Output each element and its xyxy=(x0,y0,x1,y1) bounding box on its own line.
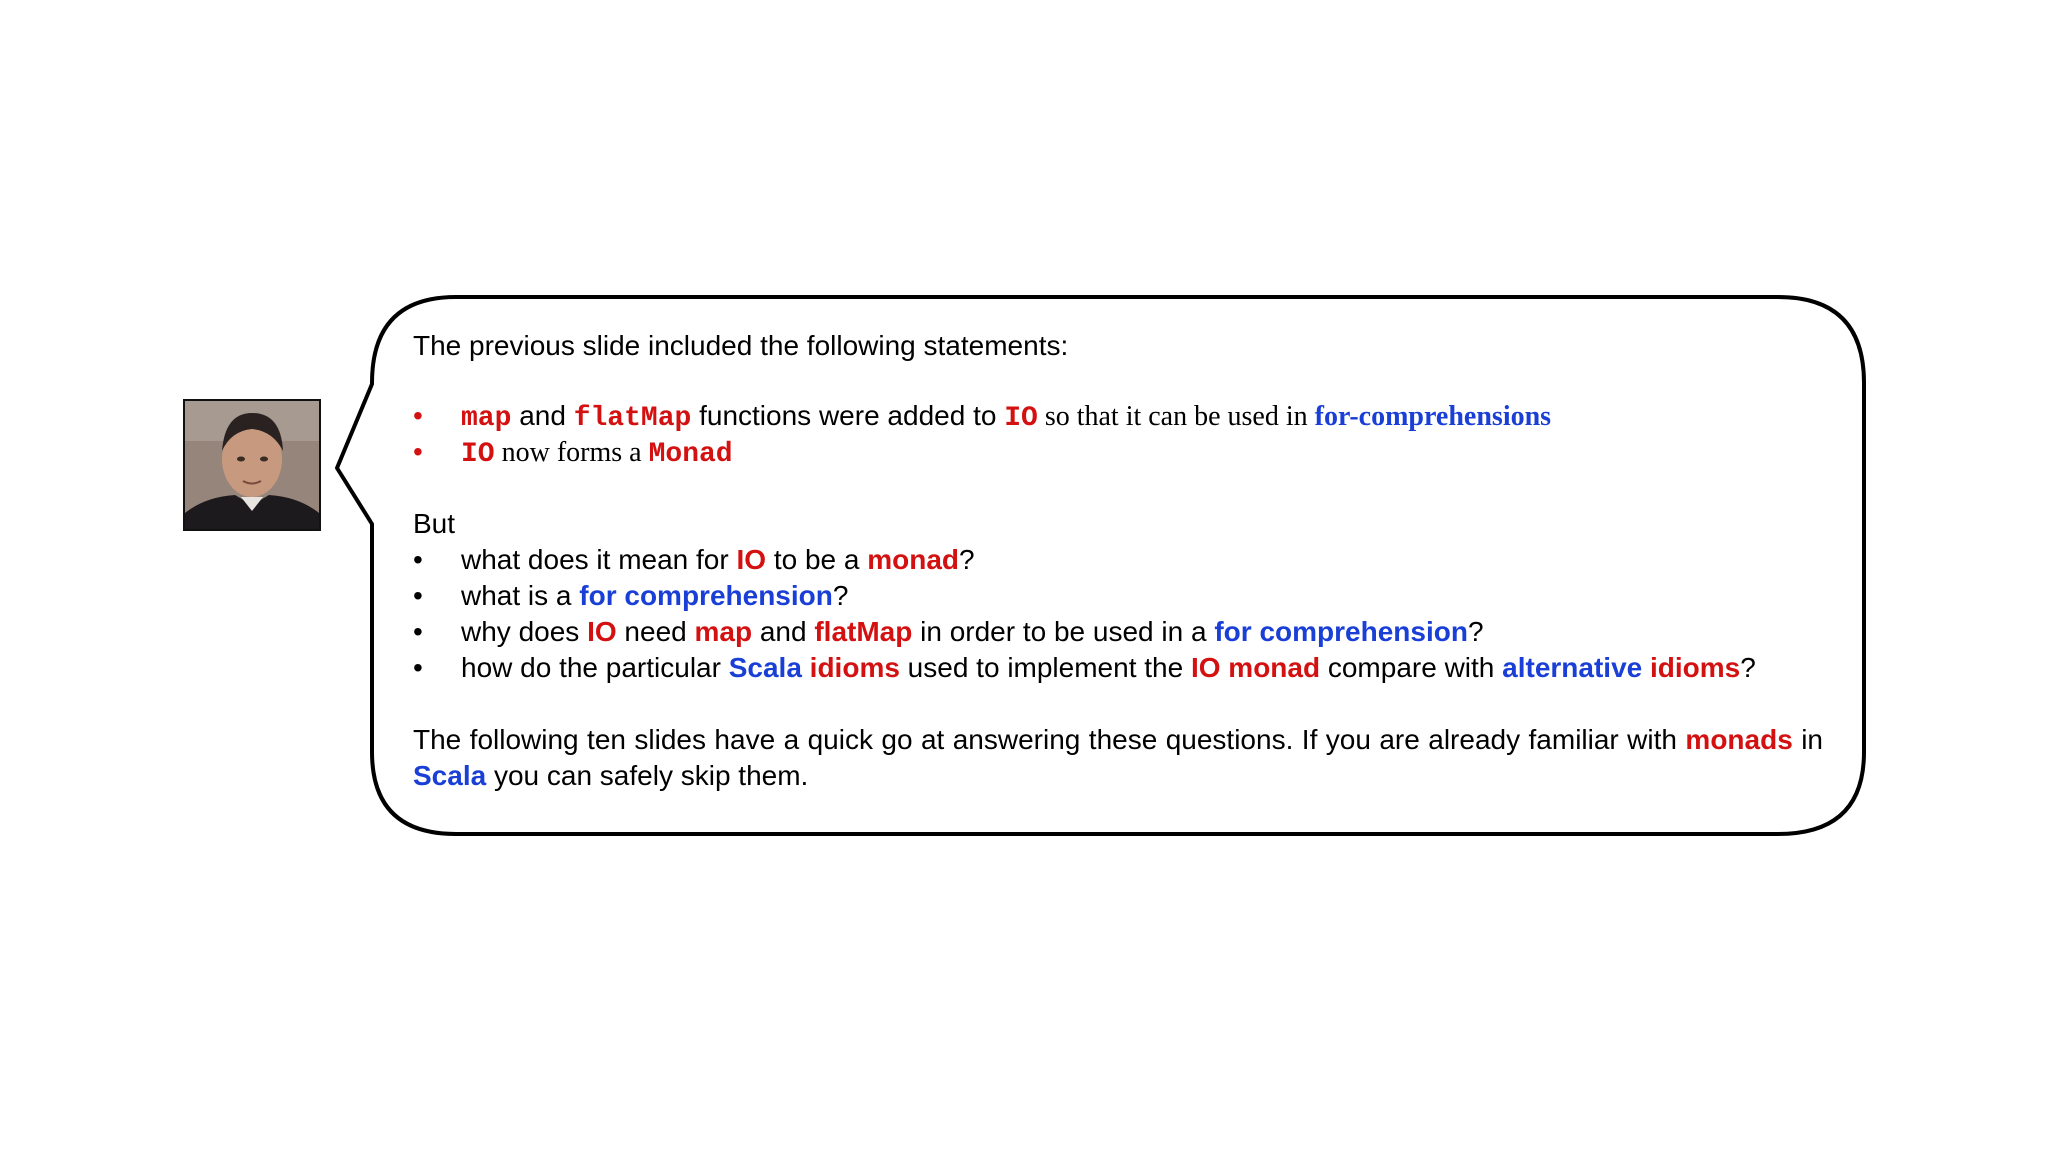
question-item xyxy=(413,542,1823,578)
bullet-icon: • xyxy=(413,544,423,575)
text-run: IO xyxy=(587,616,617,647)
question-list xyxy=(413,542,1823,686)
text-run: and xyxy=(752,616,815,647)
text-run: flatMap xyxy=(573,403,692,434)
text-run: why does xyxy=(461,616,588,647)
text-run: Scala xyxy=(728,652,802,683)
text-run: ? xyxy=(832,580,849,611)
statement-item xyxy=(413,398,1823,434)
text-run: compare with xyxy=(1320,652,1503,683)
text-run: idioms xyxy=(1650,652,1741,683)
bullet-icon: • xyxy=(413,436,423,467)
bullet-icon: • xyxy=(413,400,423,431)
text-run: IO xyxy=(1004,403,1038,434)
text-run: what does it mean for xyxy=(461,544,737,575)
text-run: ? xyxy=(959,544,975,575)
text-run: for comprehension xyxy=(579,580,833,611)
text-run: flatMap xyxy=(814,616,913,647)
question-item xyxy=(413,614,1823,650)
question-item xyxy=(413,650,1823,686)
text-run: idioms xyxy=(809,652,900,683)
text-run: IO xyxy=(736,544,767,575)
question-item xyxy=(413,578,1823,614)
text-run: ? xyxy=(1740,652,1756,683)
bullet-icon: • xyxy=(413,652,423,683)
statement-list xyxy=(413,398,1823,470)
text-run: ? xyxy=(1467,616,1484,647)
text-run: alternative xyxy=(1502,652,1643,683)
text-run: functions were added to xyxy=(691,400,1005,431)
text-run: and xyxy=(511,400,574,431)
text-run xyxy=(802,652,810,683)
closing-paragraph xyxy=(413,722,1823,794)
text-run: map xyxy=(694,616,753,647)
avatar-portrait xyxy=(185,401,319,529)
text-run: what is a xyxy=(461,580,580,611)
but-text: But xyxy=(413,508,456,539)
text-run xyxy=(1642,652,1650,683)
bubble-text xyxy=(413,328,1823,794)
text-run: IO xyxy=(461,439,495,470)
text-run: IO monad xyxy=(1190,652,1321,683)
text-run: you can safely skip them. xyxy=(486,760,809,791)
text-run: need xyxy=(616,616,695,647)
text-run: for-comprehensions xyxy=(1314,401,1552,432)
text-run: now forms a xyxy=(494,437,649,468)
text-run: The following ten slides have a quick go at answering these questions. If you are already familiar with xyxy=(413,724,1686,755)
bullet-icon: • xyxy=(413,580,423,611)
author-photo-icon xyxy=(183,399,321,531)
text-run: map xyxy=(461,403,512,434)
statement-item xyxy=(413,434,1823,470)
text-run: how do the particular xyxy=(461,652,729,683)
text-run: monads xyxy=(1685,724,1793,755)
bullet-icon: • xyxy=(413,616,423,647)
text-run: monad xyxy=(867,544,960,575)
text-run: Scala xyxy=(413,760,487,791)
text-run: to be a xyxy=(766,544,868,575)
intro-text: The previous slide included the following statements: xyxy=(413,330,1069,361)
text-run: in order to be used in a xyxy=(912,616,1215,647)
text-run: Monad xyxy=(648,439,733,470)
text-run: for comprehension xyxy=(1214,616,1468,647)
text-run: in xyxy=(1792,724,1824,755)
text-run: used to implement the xyxy=(899,652,1191,683)
text-run: so that it can be used in xyxy=(1037,401,1315,432)
